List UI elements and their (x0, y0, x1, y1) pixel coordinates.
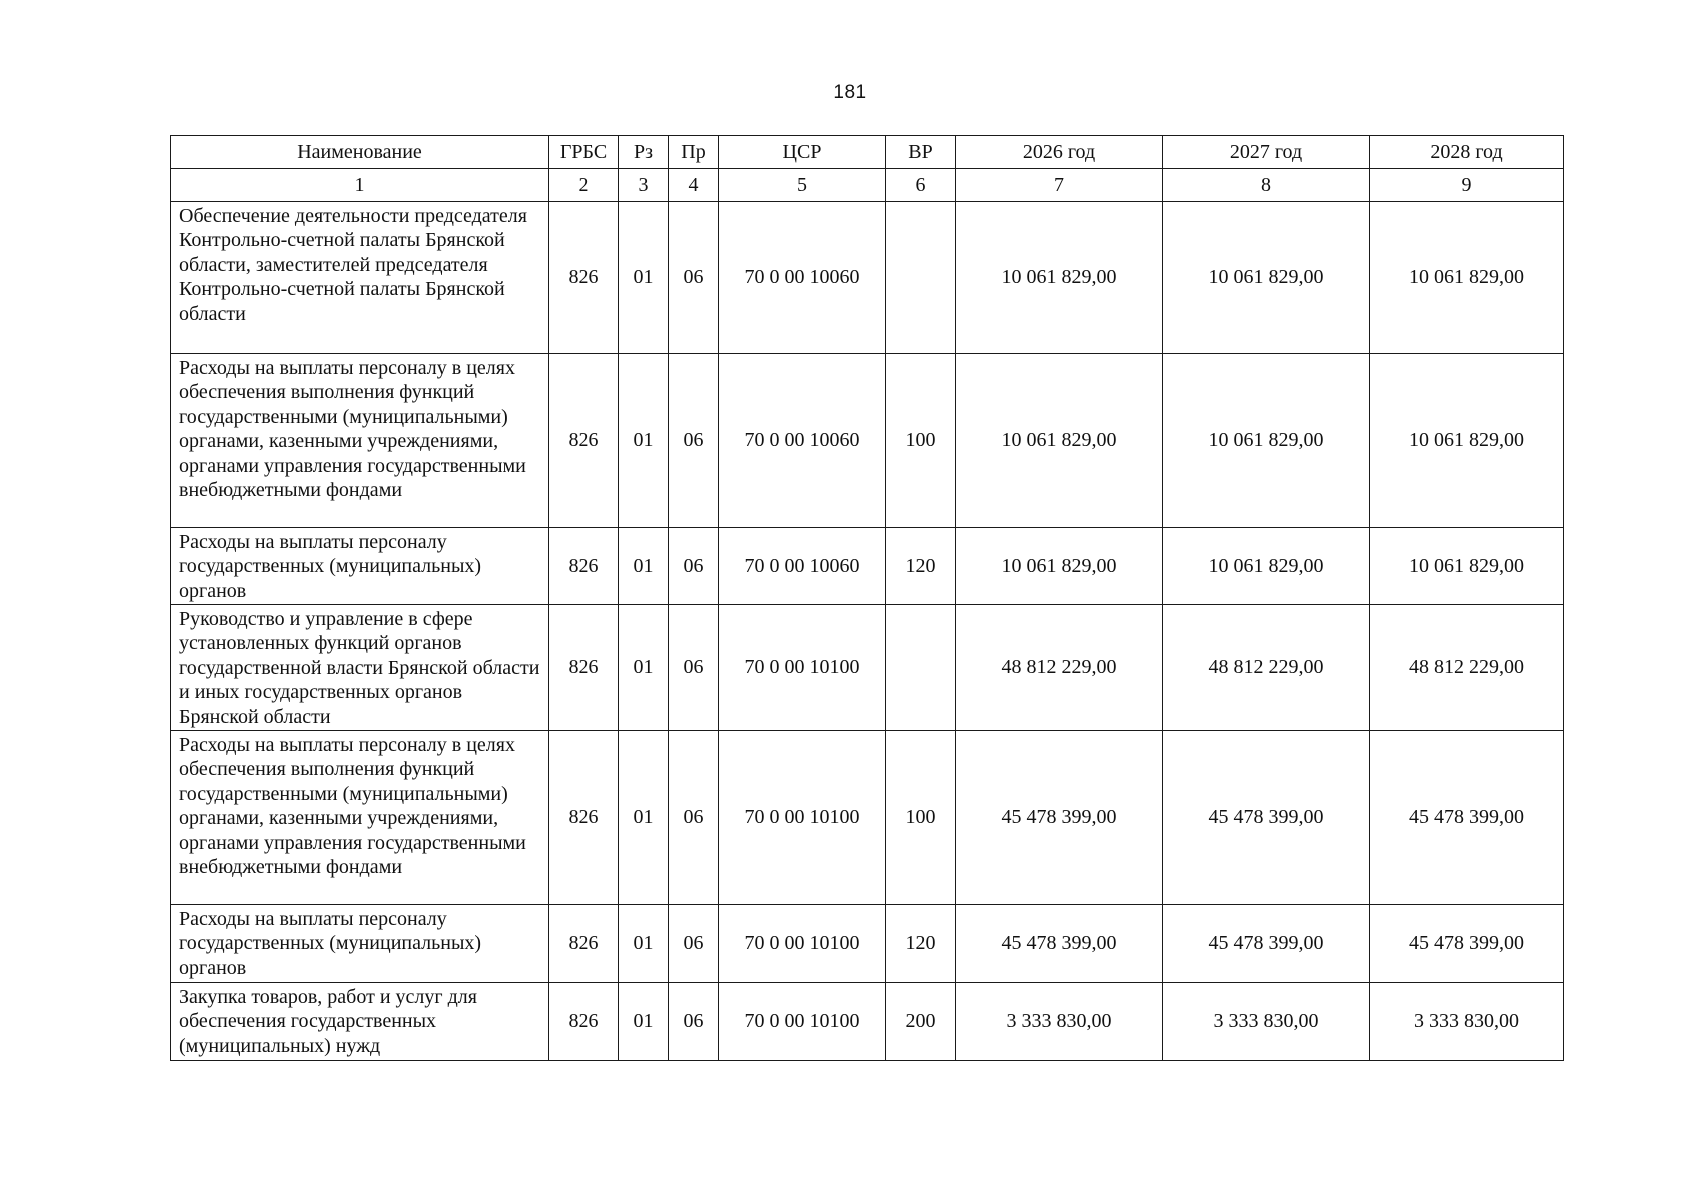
cell-2028: 48 812 229,00 (1370, 605, 1564, 731)
header-csr: ЦСР (719, 136, 886, 169)
column-number: 6 (886, 169, 956, 202)
cell-2026: 45 478 399,00 (956, 731, 1163, 905)
cell-csr: 70 0 00 10100 (719, 983, 886, 1061)
table-row (171, 528, 1564, 605)
header-grbs: ГРБС (549, 136, 619, 169)
cell-2027: 3 333 830,00 (1163, 983, 1370, 1061)
header-2027: 2027 год (1163, 136, 1370, 169)
cell-2027: 10 061 829,00 (1163, 354, 1370, 528)
cell-2026: 10 061 829,00 (956, 202, 1163, 354)
cell-2028: 10 061 829,00 (1370, 202, 1564, 354)
cell-csr: 70 0 00 10060 (719, 354, 886, 528)
cell-2026: 10 061 829,00 (956, 528, 1163, 605)
cell-pr: 06 (669, 605, 719, 731)
header-vr: ВР (886, 136, 956, 169)
cell-grbs: 826 (549, 731, 619, 905)
cell-vr: 200 (886, 983, 956, 1061)
table-row (171, 202, 1564, 354)
cell-name: Обеспечение деятельности председателя Контрольно-счетной палаты Брянской области, заместителей председателя Контрольно-счетной палаты Брянской области (171, 202, 549, 354)
cell-grbs: 826 (549, 354, 619, 528)
cell-grbs: 826 (549, 983, 619, 1061)
cell-vr (886, 202, 956, 354)
cell-2027: 48 812 229,00 (1163, 605, 1370, 731)
cell-name: Расходы на выплаты персоналу государственных (муниципальных) органов (171, 528, 549, 605)
column-number: 2 (549, 169, 619, 202)
cell-grbs: 826 (549, 905, 619, 983)
header-name: Наименование (171, 136, 549, 169)
budget-table (170, 135, 1564, 1061)
cell-pr: 06 (669, 731, 719, 905)
cell-2028: 45 478 399,00 (1370, 905, 1564, 983)
header-rz: Рз (619, 136, 669, 169)
header-2028: 2028 год (1370, 136, 1564, 169)
cell-vr: 100 (886, 731, 956, 905)
cell-grbs: 826 (549, 528, 619, 605)
cell-2026: 48 812 229,00 (956, 605, 1163, 731)
cell-csr: 70 0 00 10100 (719, 731, 886, 905)
cell-vr: 100 (886, 354, 956, 528)
cell-pr: 06 (669, 354, 719, 528)
column-number: 4 (669, 169, 719, 202)
cell-pr: 06 (669, 202, 719, 354)
cell-name: Расходы на выплаты персоналу в целях обеспечения выполнения функций государственными (муниципальными) органами, казенными учреждениями, органами управления государственными внебюджетными фондами (171, 354, 549, 528)
cell-rz: 01 (619, 528, 669, 605)
cell-2027: 45 478 399,00 (1163, 905, 1370, 983)
column-number: 1 (171, 169, 549, 202)
column-number: 8 (1163, 169, 1370, 202)
cell-2028: 10 061 829,00 (1370, 528, 1564, 605)
cell-rz: 01 (619, 605, 669, 731)
cell-csr: 70 0 00 10100 (719, 905, 886, 983)
cell-2028: 45 478 399,00 (1370, 731, 1564, 905)
cell-name: Расходы на выплаты персоналу в целях обеспечения выполнения функций государственными (муниципальными) органами, казенными учреждениями, органами управления государственными внебюджетными фондами (171, 731, 549, 905)
table-row (171, 605, 1564, 731)
page-number: 181 (833, 82, 867, 103)
cell-grbs: 826 (549, 605, 619, 731)
cell-2026: 45 478 399,00 (956, 905, 1163, 983)
cell-csr: 70 0 00 10100 (719, 605, 886, 731)
header-2026: 2026 год (956, 136, 1163, 169)
table-header-row (171, 136, 1564, 169)
cell-2026: 3 333 830,00 (956, 983, 1163, 1061)
cell-2028: 3 333 830,00 (1370, 983, 1564, 1061)
cell-rz: 01 (619, 202, 669, 354)
cell-pr: 06 (669, 528, 719, 605)
cell-2027: 10 061 829,00 (1163, 528, 1370, 605)
column-number: 9 (1370, 169, 1564, 202)
cell-pr: 06 (669, 983, 719, 1061)
cell-2026: 10 061 829,00 (956, 354, 1163, 528)
table-row (171, 983, 1564, 1061)
header-pr: Пр (669, 136, 719, 169)
cell-rz: 01 (619, 983, 669, 1061)
table-row (171, 354, 1564, 528)
column-number: 3 (619, 169, 669, 202)
column-number-row (171, 169, 1564, 202)
cell-name: Руководство и управление в сфере установленных функций органов государственной власти Брянской области и иных государственных органов Брянской области (171, 605, 549, 731)
cell-vr: 120 (886, 905, 956, 983)
cell-name: Закупка товаров, работ и услуг для обеспечения государственных (муниципальных) нужд (171, 983, 549, 1061)
cell-vr (886, 605, 956, 731)
column-number: 5 (719, 169, 886, 202)
cell-2027: 45 478 399,00 (1163, 731, 1370, 905)
column-number: 7 (956, 169, 1163, 202)
cell-name: Расходы на выплаты персоналу государственных (муниципальных) органов (171, 905, 549, 983)
table-row (171, 731, 1564, 905)
cell-pr: 06 (669, 905, 719, 983)
cell-rz: 01 (619, 905, 669, 983)
cell-csr: 70 0 00 10060 (719, 202, 886, 354)
cell-rz: 01 (619, 354, 669, 528)
cell-vr: 120 (886, 528, 956, 605)
table-row (171, 905, 1564, 983)
cell-csr: 70 0 00 10060 (719, 528, 886, 605)
cell-rz: 01 (619, 731, 669, 905)
cell-2028: 10 061 829,00 (1370, 354, 1564, 528)
cell-grbs: 826 (549, 202, 619, 354)
cell-2027: 10 061 829,00 (1163, 202, 1370, 354)
